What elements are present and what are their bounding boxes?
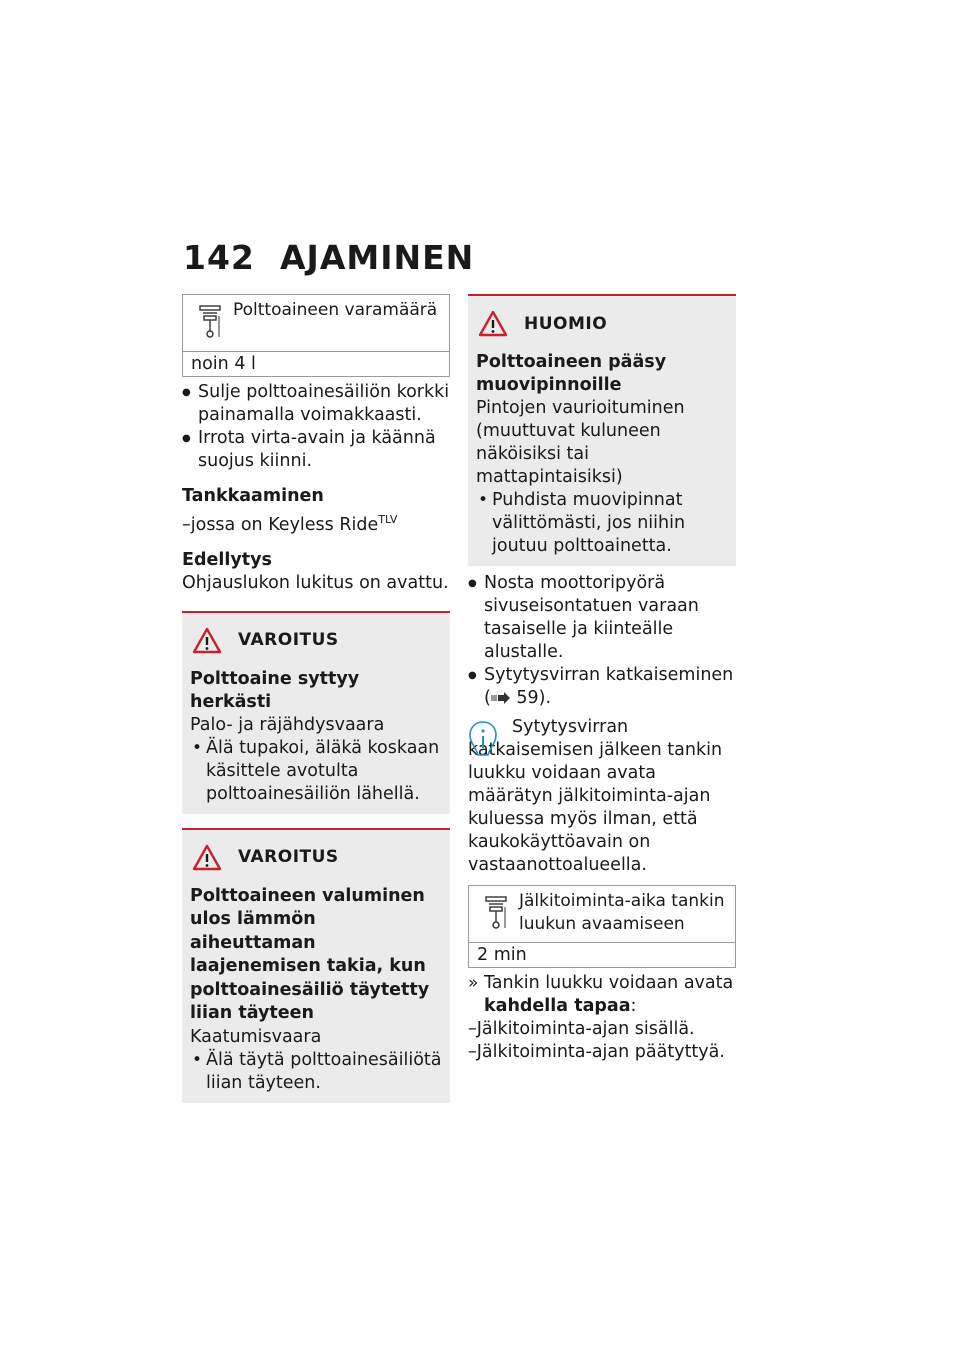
section-heading-refuel: Tankkaaminen (182, 486, 324, 506)
list-item: • Älä täytä polttoainesäiliötä liian täyteen. (190, 1049, 442, 1095)
notice-label: HUOMIO (524, 313, 608, 334)
page-reference[interactable]: ( 59). (484, 688, 552, 708)
spec-label: Polttoaineen varamäärä (233, 300, 438, 320)
tlv-superscript: TLV (378, 513, 398, 526)
chapter-title: AJAMINEN (280, 238, 475, 277)
warning-label: VAROITUS (238, 630, 339, 651)
info-icon (468, 720, 498, 760)
warning-triangle-icon (192, 627, 222, 654)
prerequisite-text: Ohjauslukon lukitus on avattu. (182, 572, 449, 593)
warning-subtitle: Palo- ja räjähdysvaara (190, 714, 385, 735)
refuel-note: –jossa on Keyless Ride$^{TLV}$ (182, 513, 398, 535)
notice-box-plastic (468, 294, 736, 566)
page-header (183, 238, 474, 277)
list-item: ● Sytytysvirran katkaiseminen (468, 664, 736, 687)
section-heading-prerequisite: Edellytys (182, 549, 272, 570)
technical-data-icon (485, 896, 507, 930)
result-item: » Tankin luukku voidaan avata kahdella tapaa: (468, 972, 736, 1018)
warning-triangle-icon (478, 310, 508, 337)
warning-triangle-icon (192, 844, 222, 871)
warning-subtitle: Kaatumisvaara (190, 1026, 322, 1047)
list-item: ● Nosta moottoripyörä sivuseisontatuen varaan tasaiselle ja kiinteälle alustalle. (468, 572, 736, 664)
spec-value: noin 4 l (183, 351, 449, 376)
list-item: –Jälkitoiminta-ajan sisällä. (468, 1019, 695, 1039)
info-note (468, 716, 736, 877)
warning-box-flammable (182, 611, 450, 814)
warning-label: VAROITUS (238, 847, 339, 868)
spec-table-lid-time (468, 885, 736, 968)
spec-table-fuel-reserve (182, 294, 450, 377)
page-reference-arrow-icon (491, 692, 511, 704)
list-item: –Jälkitoiminta-ajan päätyttyä. (468, 1042, 725, 1062)
list-item: ● Irrota virta-avain ja käännä suojus kiinni. (182, 427, 450, 473)
list-item: ● Sulje polttoainesäiliön korkki painamalla voimakkaasti. (182, 381, 450, 427)
technical-data-icon (199, 305, 221, 339)
warning-title: Polttoaine syttyy herkästi (190, 668, 360, 712)
info-text: Sytytysvirran katkaisemisen jälkeen tankin luukku voidaan avata määrätyn jälkitoiminta-ajan kuluessa myös ilman, että kaukokäyttöavain on vastaanottoalueella. (468, 717, 723, 875)
page-number: 142 (183, 238, 255, 277)
notice-title: Polttoaineen pääsy muovipinnoille (476, 352, 667, 395)
notice-subtitle: Pintojen vaurioituminen (muuttuvat kuluneen näköisiksi tai mattapintaisiksi) (476, 398, 685, 487)
list-item: • Puhdista muovipinnat välittömästi, jos niihin joutuu polttoainetta. (476, 489, 728, 558)
spec-value: 2 min (469, 942, 735, 967)
warning-box-overflow (182, 828, 450, 1103)
list-item: • Älä tupakoi, äläkä koskaan käsittele avotulta polttoainesäiliön lähellä. (190, 737, 442, 806)
warning-title: Polttoaineen valuminen ulos lämmön aiheuttaman laajenemisen takia, kun polttoainesäiliö täytetty liian täyteen (190, 885, 430, 1024)
right-column (468, 294, 736, 1064)
left-column (182, 294, 450, 1103)
spec-label: Jälkitoiminta-aika tankin luukun avaamiseen (519, 891, 725, 934)
